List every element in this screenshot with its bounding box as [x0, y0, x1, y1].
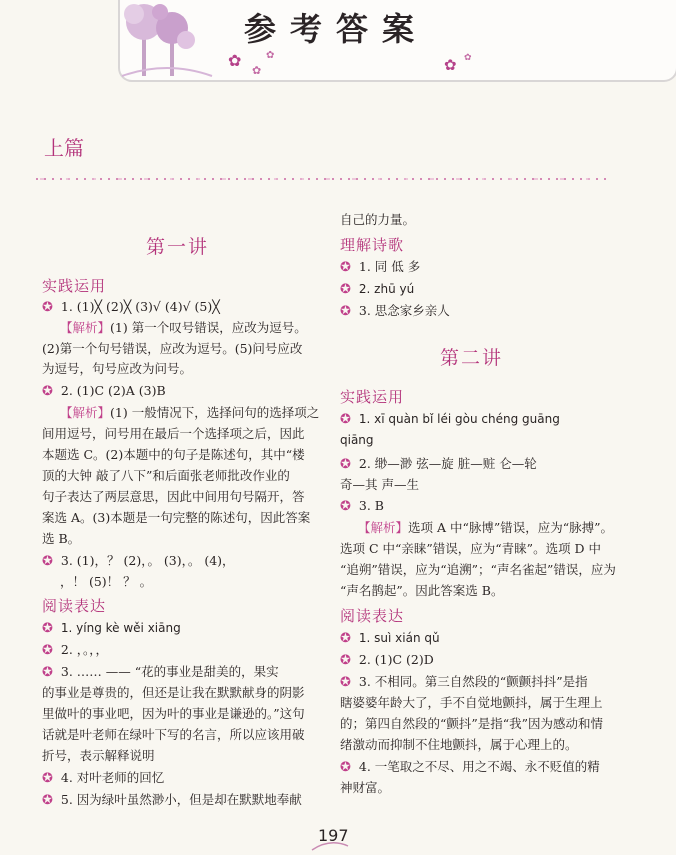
text-line: 的事业是尊贵的，但还是让我在默默献身的阴影 — [42, 685, 305, 700]
text-line: 句子表达了两层意思，因此中间用句号隔开，答 — [42, 489, 305, 504]
text-line: 话就是叶老师在绿叶下写的名言，所以应该用破 — [42, 727, 305, 742]
analysis-tag: 【解析】 — [60, 320, 111, 335]
text-line: 选项 C 中“亲睐”错误，应为“青睐”。选项 D 中 — [340, 541, 602, 556]
text-line: 案选 A。(3)本题是一句完整的陈述句，因此答案 — [42, 510, 311, 525]
svg-text:✿: ✿ — [228, 51, 242, 70]
left-reading-heading: 阅读表达 — [42, 597, 107, 615]
text-line: 本题选 C。(2)本题中的句子是陈述句，其中“楼 — [42, 447, 305, 462]
svg-text:✿: ✿ — [252, 64, 262, 77]
star-bullet-icon: ✪ — [340, 760, 351, 775]
star-bullet-icon: ✪ — [42, 771, 53, 786]
page-title: 参考答案 — [244, 10, 429, 48]
right-reading-heading: 阅读表达 — [340, 607, 405, 625]
dotted-divider — [36, 174, 606, 184]
text-line: 瞎婆婆年龄大了，手不自觉地颤抖，属于生理上 — [340, 695, 603, 710]
star-bullet-icon: ✪ — [42, 554, 53, 569]
svg-text:✿: ✿ — [444, 56, 457, 74]
right-practice-heading: 实践运用 — [340, 388, 405, 406]
analysis-tag: 【解析】 — [358, 520, 409, 535]
star-bullet-icon: ✪ — [340, 260, 351, 275]
svg-text:✿: ✿ — [464, 53, 472, 63]
list-item: ✪ 4. 一笔取之不尽、用之不竭、永不贬值的精 — [340, 759, 600, 775]
list-item: ✪ 2. (1)C (2)A (3)B — [42, 383, 166, 399]
list-item: ✪ 2. ，。，， — [42, 642, 109, 658]
star-bullet-icon: ✪ — [42, 300, 53, 315]
lecture-1-title: 第一讲 — [146, 236, 210, 258]
text-line: 奇—其 声—生 — [340, 477, 419, 492]
text-line: (2)第一个句号错误，应改为逗号。(5)问号应改 — [42, 341, 303, 356]
list-item: ✪ 1. suì xián qǔ — [340, 631, 440, 646]
star-bullet-icon: ✪ — [42, 621, 53, 636]
text-line: ，！ (5)！ ？ 。 — [60, 574, 153, 589]
text-line: 折号，表示解释说明 — [42, 748, 155, 763]
right-poem-heading: 理解诗歌 — [340, 236, 405, 254]
text-line: 自己的力量。 — [340, 212, 416, 227]
text-line: 神财富。 — [340, 780, 391, 795]
list-item: ✪ 2. (1)C (2)D — [340, 652, 434, 668]
analysis-text: 【解析】(1) 第一个叹号错误，应改为逗号。 — [60, 320, 307, 335]
star-bullet-icon: ✪ — [340, 304, 351, 319]
star-bullet-icon: ✪ — [42, 665, 53, 680]
star-bullet-icon: ✪ — [340, 675, 351, 690]
flower-decoration-right — [440, 48, 480, 78]
page-number: 197 — [318, 826, 349, 845]
text-line: qiāng — [340, 433, 374, 447]
list-item: ✪ 1. xī quàn bǐ léi gòu chéng guāng — [340, 412, 560, 427]
tree-illustration — [112, 0, 222, 80]
analysis-tag: 【解析】 — [60, 405, 111, 420]
star-bullet-icon: ✪ — [340, 412, 351, 427]
list-item: ✪ 5. 因为绿叶虽然渺小，但是却在默默地奉献 — [42, 792, 302, 808]
star-bullet-icon: ✪ — [340, 631, 351, 646]
text-line: “追朔”错误，应为“追溯”；“声名雀起”错误，应为 — [340, 562, 616, 577]
list-item: ✪ 2. 缈—渺 弦—旋 脏—赃 仑—轮 — [340, 456, 537, 472]
list-item: ✪ 3. …… —— “花的事业是甜美的，果实 — [42, 664, 279, 680]
star-bullet-icon: ✪ — [340, 457, 351, 472]
svg-text:✿: ✿ — [266, 50, 275, 61]
text-line: 绪激动而抑制不住地颤抖，属于心理上的。 — [340, 737, 578, 752]
text-line: 顶的大钟 敲了八下”和后面张老师批改作业的 — [42, 468, 290, 483]
list-item: ✪ 3. 不相同。第三自然段的“颤颤抖抖”是指 — [340, 674, 588, 690]
text-line: 间用逗号，问号用在最后一个选择项之后，因此 — [42, 426, 305, 441]
star-bullet-icon: ✪ — [42, 643, 53, 658]
list-item: ✪ 3. B — [340, 498, 384, 514]
list-item: ✪ 1. yíng kè wěi xiāng — [42, 621, 181, 636]
list-item: ✪ 4. 对叶老师的回忆 — [42, 770, 165, 786]
text-line: 里做叶的事业吧，因为叶的事业是谦逊的。”这句 — [42, 706, 305, 721]
star-bullet-icon: ✪ — [340, 282, 351, 297]
list-item: ✪ 3. 思念家乡亲人 — [340, 303, 450, 319]
text-line: 为逗号，句号应改为问号。 — [42, 361, 193, 376]
star-bullet-icon: ✪ — [42, 793, 53, 808]
text-line: “声名鹊起”。因此答案选 B。 — [340, 583, 504, 598]
star-bullet-icon: ✪ — [340, 499, 351, 514]
text-line: 选 B。 — [42, 531, 81, 546]
text-line: 的；第四自然段的“颤抖”是指“我”因为感动和情 — [340, 716, 604, 731]
list-item: ✪ 2. zhū yú — [340, 282, 415, 297]
star-bullet-icon: ✪ — [340, 653, 351, 668]
list-item: ✪ 3. (1)，？ (2)，。 (3)，。 (4)， — [42, 553, 235, 569]
lecture-2-title: 第二讲 — [440, 347, 504, 369]
list-item: ✪ 1. (1)╳ (2)╳ (3)√ (4)√ (5)╳ — [42, 299, 220, 315]
list-item: ✪ 1. 同 低 多 — [340, 259, 421, 275]
analysis-text: 【解析】(1) 一般情况下，选择问句的选择项之 — [60, 405, 320, 420]
section-title: 上篇 — [44, 136, 84, 160]
analysis-text: 【解析】选项 A 中“脉博”错误，应为“脉搏”。 — [358, 520, 614, 535]
star-bullet-icon: ✪ — [42, 384, 53, 399]
left-practice-heading: 实践运用 — [42, 277, 107, 295]
